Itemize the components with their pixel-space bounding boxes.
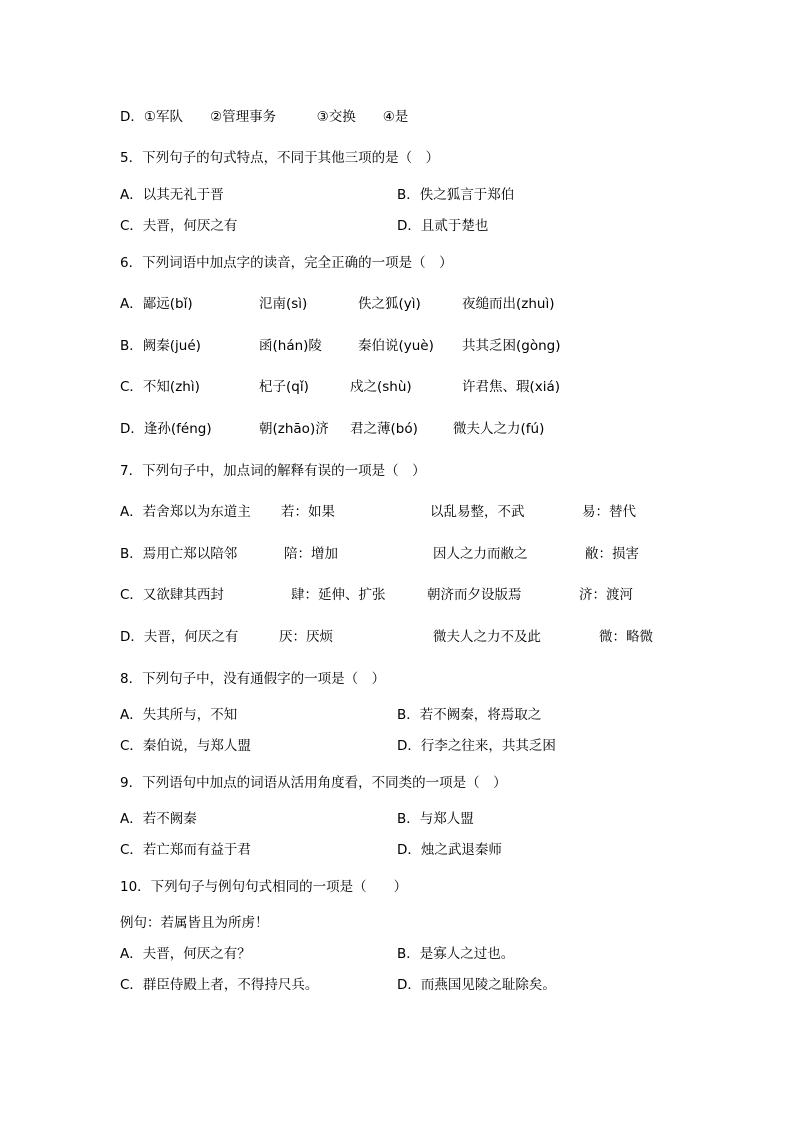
q7-stem: 7．下列句子中，加点词的解释有误的一项是（ ）: [120, 463, 426, 479]
q5-option-a: A．以其无礼于晋: [120, 187, 224, 203]
q7-b-gloss-1: 陪：增加: [284, 546, 338, 562]
q6-b-item-2: 函(hán)陵: [259, 338, 322, 354]
q7-d-gloss-2: 微：略微: [599, 629, 653, 645]
q8-option-a: A．失其所与，不知: [120, 707, 238, 723]
q10-option-d: D．而燕国见陵之耻除矣。: [397, 977, 556, 993]
q7-d-sentence-2: 微夫人之力不及此: [433, 629, 541, 645]
q5-option-d: D．且贰于楚也: [397, 218, 489, 234]
q10-option-c: C．群臣侍殿上者，不得持尺兵。: [120, 977, 319, 993]
q7-d-sentence-1: D．夫晋，何厌之有: [120, 629, 239, 645]
q6-b-item-1: B．阙秦(jué): [120, 338, 201, 354]
q5-option-b: B．佚之狐言于郑伯: [397, 187, 515, 203]
q6-d-item-1: D．逢孙(féng): [120, 421, 212, 437]
q4-option-d: D．①军队 ②管理事务 ③交换 ④是: [120, 109, 409, 125]
q8-option-b: B．若不阙秦，将焉取之: [397, 707, 542, 723]
q9-option-d: D．烛之武退秦师: [397, 842, 502, 858]
q6-a-item-4: 夜缒而出(zhuì): [462, 296, 555, 312]
q7-a-gloss-1: 若：如果: [281, 504, 335, 520]
q6-c-item-4: 许君焦、瑕(xiá): [462, 379, 561, 395]
q7-c-sentence-2: 朝济而夕设版焉: [427, 587, 522, 603]
q7-b-gloss-2: 敝：损害: [585, 546, 639, 562]
q9-option-a: A．若不阙秦: [120, 811, 197, 827]
q6-d-item-4: 微夫人之力(fú): [453, 421, 545, 437]
q10-option-a: A．夫晋，何厌之有？: [120, 946, 251, 962]
q9-stem: 9．下列语句中加点的词语从活用角度看，不同类的一项是（ ）: [120, 775, 507, 791]
q6-b-item-4: 共其乏困(gòng): [462, 338, 561, 354]
q7-a-sentence-2: 以乱易整，不武: [430, 504, 525, 520]
q6-a-item-1: A．鄙远(bǐ): [120, 296, 193, 312]
q7-c-gloss-1: 肆：延伸、扩张: [291, 587, 386, 603]
q9-option-c: C．若亡郑而有益于君: [120, 842, 251, 858]
q6-c-item-3: 戍之(shù): [350, 379, 412, 395]
q10-stem: 10．下列句子与例句句式相同的一项是（ ）: [120, 879, 408, 895]
q6-d-item-2: 朝(zhāo)济: [259, 421, 329, 437]
q6-b-item-3: 秦伯说(yuè): [358, 338, 434, 354]
q5-stem: 5．下列句子的句式特点，不同于其他三项的是（ ）: [120, 150, 440, 166]
q6-c-item-2: 杞子(qǐ): [259, 379, 309, 395]
q8-stem: 8．下列句子中，没有通假字的一项是（ ）: [120, 671, 386, 687]
q7-a-sentence-1: A．若舍郑以为东道主: [120, 504, 251, 520]
q5-option-c: C．夫晋，何厌之有: [120, 218, 238, 234]
q7-c-gloss-2: 济：渡河: [579, 587, 633, 603]
q6-c-item-1: C．不知(zhì): [120, 379, 200, 395]
q8-option-c: C．秦伯说，与郑人盟: [120, 738, 251, 754]
q6-d-item-3: 君之薄(bó): [350, 421, 418, 437]
q7-c-sentence-1: C．又欲肆其西封: [120, 587, 224, 603]
q8-option-d: D．行李之往来，共其乏困: [397, 738, 556, 754]
q7-b-sentence-1: B．焉用亡郑以陪邻: [120, 546, 238, 562]
q7-d-gloss-1: 厌：厌烦: [279, 629, 333, 645]
q9-option-b: B．与郑人盟: [397, 811, 474, 827]
q6-a-item-3: 佚之狐(yì): [358, 296, 421, 312]
q10-option-b: B．是寡人之过也。: [397, 946, 515, 962]
q6-a-item-2: 氾南(sì): [259, 296, 308, 312]
q6-stem: 6．下列词语中加点字的读音，完全正确的一项是（ ）: [120, 255, 453, 271]
q10-example: 例句：若属皆且为所虏！: [120, 915, 269, 931]
q7-b-sentence-2: 因人之力而敝之: [433, 546, 528, 562]
q7-a-gloss-2: 易：替代: [582, 504, 636, 520]
